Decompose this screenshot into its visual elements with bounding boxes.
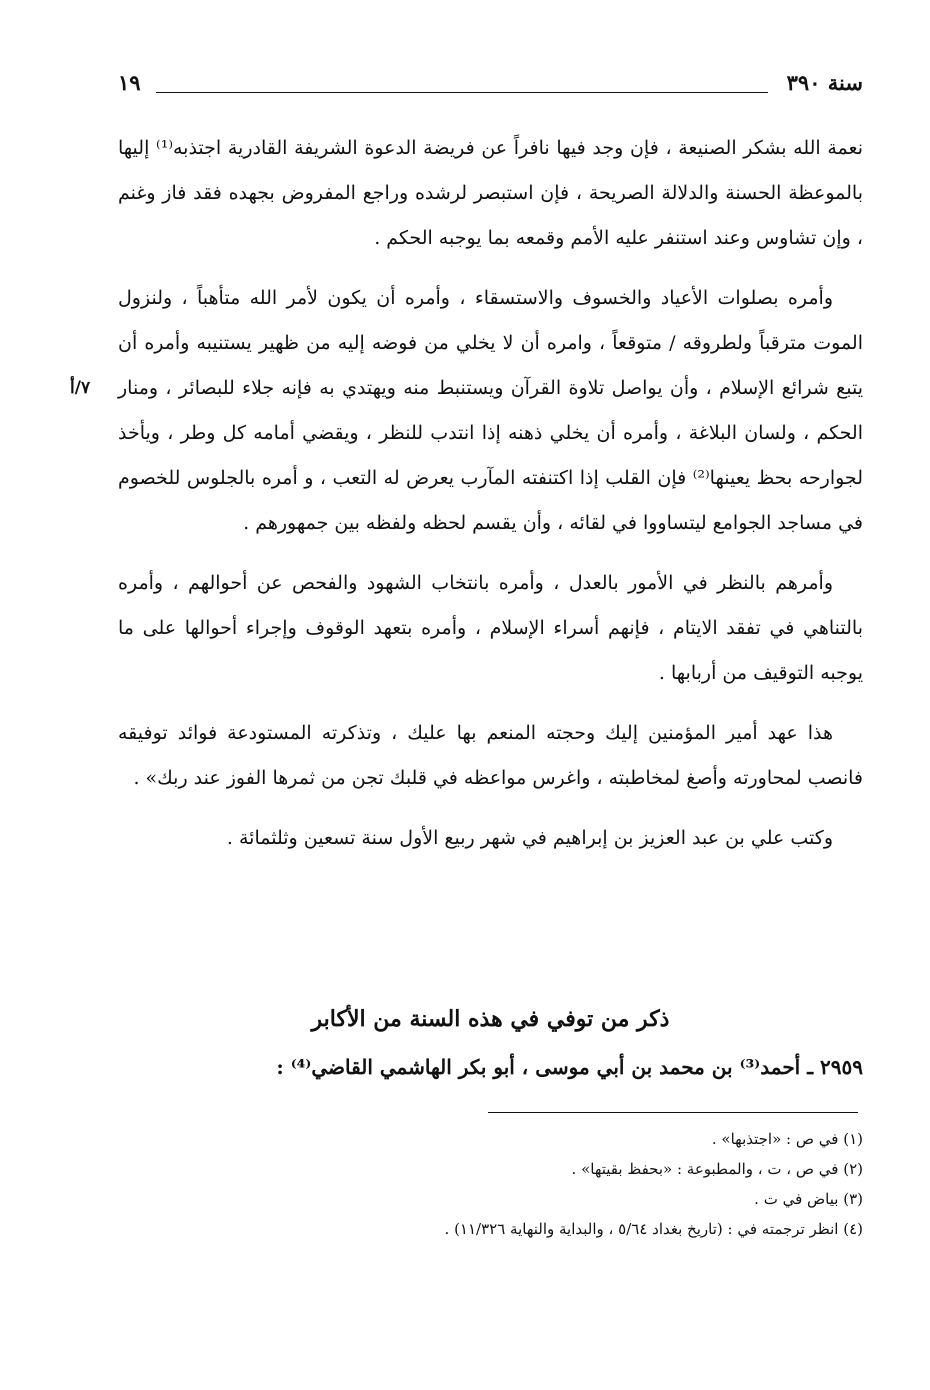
page-number: ١٩ bbox=[118, 70, 141, 95]
footnote-divider bbox=[488, 1112, 858, 1113]
paragraph: نعمة الله بشكر الصنيعة ، فإن وجد فيها نافراً عن فريضة الدعوة الشريفة القادرية اجتذبه⁽¹⁾ إليها بالموعظة الحسنة والدلالة الصريحة ، فإن استبصر لرشده وراجع المفروض بجهده فقد فاز وغنم ، وإن تشاوس وعند استنفر عليه الأمم وقمعه بما يوجبه الحكم . bbox=[118, 137, 863, 249]
paragraph: وأمره بصلوات الأعياد والخسوف والاستسقاء ، وأمره أن يكون لأمر الله متأهباً ، ولنزول الموت مترقباً ولطروقه / متوقعاً ، وامره أن لا يخلي من فوضه إليه من ظهير يستنيبه وأمره أن يتبع شرائع الإسلام ، وأن يواصل تلاوة القرآن ويستنبط منه ويهتدي به فإنه جلاء للبصائر ، ومنار الحكم ، ولسان البلاغة ، وأمره أن يخلي ذهنه إذا انتدب للنظر ، ويقضي أمامه كل وطر ، ويأخذ لجوارحه بحظ يعينها⁽²⁾ فإن القلب إذا اكتنفته المآرب يعرض له التعب ، و أمره بالجلوس للخصوم في مساجد الجوامع ليتساووا في لقائه ، وأن يقسم لحظه ولفظه بين جمهورهم . bbox=[118, 287, 863, 534]
footnote: (١) في ص : «اجتذبها» . bbox=[711, 1130, 863, 1148]
footnote: (٣) بياض في ت . bbox=[754, 1190, 863, 1208]
paragraph: وأمرهم بالنظر في الأمور بالعدل ، وأمره بانتخاب الشهود والفحص عن أحوالهم ، وأمره بالتناهي في تفقد الايتام ، فإنهم أسراء الإسلام ، وأمره بتعهد الوقوف وإجراء أحوالها على ما يوجبه التوقيف من أربابها . bbox=[118, 572, 863, 684]
footnote: (٢) في ص ، ت ، والمطبوعة : «بحفظ بقيتها» . bbox=[571, 1160, 863, 1178]
section-heading: ذكر من توفي في هذه السنة من الأكابر bbox=[311, 1006, 670, 1032]
body-text bbox=[118, 126, 863, 876]
manuscript-folio-note: ٧/أ bbox=[70, 378, 91, 398]
paragraph: هذا عهد أمير المؤمنين إليك وحجته المنعم بها عليك ، وتذكرته المستودعة فوائد توفيقه فانصب لمحاورته وأصغ لمخاطبته ، واغرس مواعظه في قلبك تجن من ثمرها الفوز عند ربك» . bbox=[118, 722, 863, 789]
running-title: سنة ٣٩٠ bbox=[786, 70, 863, 95]
paragraph: وكتب علي بن عبد العزيز بن إبراهيم في شهر ربيع الأول سنة تسعين وثلثمائة . bbox=[226, 827, 833, 849]
page-header bbox=[118, 70, 863, 110]
biography-entry: ٢٩٥٩ ـ أحمد⁽³⁾ بن محمد بن أبي موسى ، أبو بكر الهاشمي القاضي⁽⁴⁾ : bbox=[276, 1055, 863, 1079]
footnote: (٤) انظر ترجمته في : (تاريخ بغداد ٥/٦٤ ، والبداية والنهاية ١١/٣٢٦) . bbox=[444, 1220, 863, 1238]
footnotes bbox=[118, 1124, 863, 1244]
header-rule bbox=[156, 92, 768, 93]
